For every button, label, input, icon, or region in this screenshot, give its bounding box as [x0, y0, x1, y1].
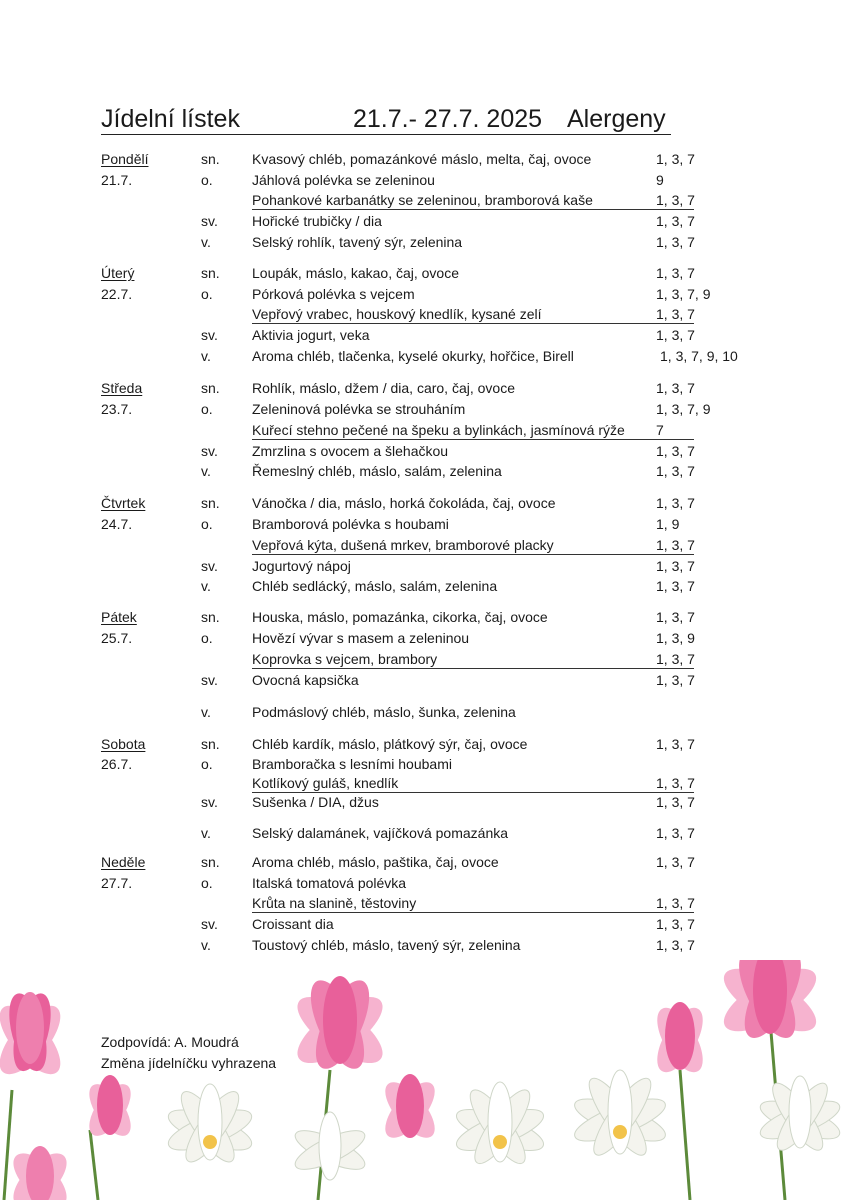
dish-name: Bramborová polévka s houbami — [252, 516, 449, 532]
menu-row — [0, 514, 848, 534]
white-lily-1 — [164, 1084, 256, 1169]
dish-name: Kotlíkový guláš, knedlík — [252, 775, 399, 791]
menu-row — [0, 576, 848, 596]
menu-title-bar — [101, 104, 671, 135]
menu-row — [0, 170, 848, 190]
pink-lotus-center — [288, 973, 393, 1076]
allergen-codes: 1, 3, 7 — [656, 495, 695, 511]
day-date: 23.7. — [101, 401, 133, 417]
allergen-codes: 1, 3, 7 — [656, 463, 695, 479]
pink-lotus-left — [0, 989, 71, 1083]
dish-name: Ovocná kapsička — [252, 672, 359, 688]
meal-type: v. — [201, 825, 211, 841]
menu-row-main-course — [0, 304, 848, 324]
meal-type: sv. — [201, 794, 218, 810]
pink-lotus-mid — [377, 1074, 444, 1146]
allergen-codes: 1, 3, 7, 9 — [656, 286, 711, 302]
allergen-codes: 1, 3, 7 — [656, 537, 695, 553]
stem — [90, 1130, 98, 1200]
menu-row — [0, 263, 848, 283]
dish-name: Aktivia jogurt, veka — [252, 327, 370, 343]
allergen-codes: 1, 3, 7 — [656, 609, 695, 625]
white-lily-3 — [570, 1070, 670, 1162]
dish-name: Houska, máslo, pomazánka, cikorka, čaj, ovoce — [252, 609, 548, 625]
menu-row — [0, 852, 848, 872]
dish-name: Selský rohlík, tavený sýr, zelenina — [252, 234, 463, 250]
main-course-underline — [252, 209, 694, 210]
day-name: Pondělí — [101, 151, 149, 167]
main-course-underline — [252, 554, 694, 555]
dish-name: Croissant dia — [252, 916, 334, 932]
menu-row — [0, 556, 848, 576]
dish-name: Aroma chléb, tlačenka, kyselé okurky, hořčice, Birell — [252, 348, 574, 364]
allergen-codes: 1, 3, 7 — [656, 213, 695, 229]
lotus-flowers-decoration — [0, 960, 848, 1200]
allergen-codes: 1, 9 — [656, 516, 680, 532]
white-lily-2 — [452, 1082, 548, 1170]
dish-name: Zeleninová polévka se strouháním — [252, 401, 466, 417]
pink-lotus-right — [715, 960, 825, 1046]
dish-name: Koprovka s vejcem, brambory — [252, 651, 438, 667]
day-name: Sobota — [101, 736, 146, 752]
dish-name: Aroma chléb, máslo, paštika, čaj, ovoce — [252, 854, 499, 870]
menu-row — [0, 702, 848, 722]
allergen-codes: 1, 3, 7 — [656, 794, 695, 810]
day-name: Neděle — [101, 854, 146, 870]
dish-name: Podmáslový chléb, máslo, šunka, zelenina — [252, 704, 516, 720]
menu-title: Jídelní lístek — [101, 105, 240, 133]
dish-name: Krůta na slanině, těstoviny — [252, 895, 417, 911]
main-course-underline — [252, 439, 694, 440]
white-lily-4 — [756, 1076, 844, 1156]
allergen-codes: 1, 3, 7 — [656, 306, 695, 322]
white-lily-5 — [290, 1112, 369, 1180]
dish-name: Selský dalamánek, vajíčková pomazánka — [252, 825, 509, 841]
allergen-codes: 1, 3, 9 — [656, 630, 695, 646]
dish-name: Pohankové karbanátky se zeleninou, bramborová kaše — [252, 192, 593, 208]
meal-type: sn. — [201, 854, 220, 870]
menu-row — [0, 232, 848, 252]
menu-row — [0, 914, 848, 934]
dish-name: Loupák, máslo, kakao, čaj, ovoce — [252, 265, 460, 281]
day-name: Úterý — [101, 265, 135, 281]
menu-row — [0, 935, 848, 955]
allergen-codes: 1, 3, 7 — [656, 775, 695, 791]
menu-dates: 21.7.- 27.7. 2025 — [353, 105, 543, 133]
menu-row — [0, 873, 848, 893]
meal-type: o. — [201, 516, 213, 532]
meal-type: o. — [201, 756, 213, 772]
meal-type: sv. — [201, 327, 218, 343]
allergen-codes: 1, 3, 7 — [656, 380, 695, 396]
meal-type: sn. — [201, 495, 220, 511]
main-course-underline — [252, 668, 694, 669]
menu-row — [0, 461, 848, 481]
allergen-codes: 1, 3, 7, 9, 10 — [660, 348, 738, 364]
allergen-codes: 1, 3, 7 — [656, 895, 695, 911]
menu-row — [0, 378, 848, 398]
meal-type: sv. — [201, 672, 218, 688]
pink-lotus-bud — [648, 1001, 712, 1079]
allergen-codes: 1, 3, 7 — [656, 937, 695, 953]
dish-name: Toustový chléb, máslo, tavený sýr, zelenina — [252, 937, 521, 953]
dish-name: Kuřecí stehno pečené na špeku a bylinkách, jasmínová rýže — [252, 422, 625, 438]
meal-type: v. — [201, 937, 211, 953]
meal-type: sv. — [201, 558, 218, 574]
dish-name: Pórková polévka s vejcem — [252, 286, 415, 302]
allergen-codes: 1, 3, 7 — [656, 265, 695, 281]
menu-row — [0, 628, 848, 648]
menu-row-main-course — [0, 420, 848, 440]
stem — [680, 1070, 690, 1200]
meal-type: o. — [201, 401, 213, 417]
menu-row — [0, 284, 848, 304]
dish-name: Chléb sedlácký, máslo, salám, zelenina — [252, 578, 498, 594]
meal-type: o. — [201, 286, 213, 302]
menu-row-main-course — [0, 649, 848, 669]
meal-type: sn. — [201, 151, 220, 167]
meal-type: sn. — [201, 736, 220, 752]
dish-name: Hořické trubičky / dia — [252, 213, 382, 229]
meal-type: sv. — [201, 213, 218, 229]
menu-row — [0, 670, 848, 690]
dish-name: Jáhlová polévka se zeleninou — [252, 172, 435, 188]
dish-name: Kvasový chléb, pomazánkové máslo, melta, čaj, ovoce — [252, 151, 592, 167]
meal-type: sn. — [201, 265, 220, 281]
allergen-codes: 1, 3, 7 — [656, 672, 695, 688]
menu-row-main-course — [0, 893, 848, 913]
dish-name: Řemeslný chléb, máslo, salám, zelenina — [252, 463, 502, 479]
menu-row — [0, 792, 848, 812]
menu-row — [0, 399, 848, 419]
meal-type: v. — [201, 234, 211, 250]
allergen-codes: 1, 3, 7 — [656, 854, 695, 870]
meal-type: o. — [201, 875, 213, 891]
menu-row — [0, 734, 848, 754]
menu-row — [0, 441, 848, 461]
meal-type: sn. — [201, 609, 220, 625]
dish-name: Zmrzlina s ovocem a šlehačkou — [252, 443, 449, 459]
allergen-codes: 1, 3, 7 — [656, 151, 695, 167]
meal-type: v. — [201, 704, 211, 720]
day-name: Pátek — [101, 609, 137, 625]
allergen-codes: 1, 3, 7 — [656, 558, 695, 574]
dish-name: Hovězí vývar s masem a zeleninou — [252, 630, 470, 646]
meal-type: o. — [201, 172, 213, 188]
menu-row — [0, 149, 848, 169]
allergens-heading: Alergeny — [567, 105, 666, 133]
footer-responsible: Zodpovídá: A. Moudrá — [101, 1034, 239, 1050]
menu-row — [0, 607, 848, 627]
dish-name: Chléb kardík, máslo, plátkový sýr, čaj, ovoce — [252, 736, 528, 752]
footer-note: Změna jídelníčku vyhrazena — [101, 1055, 277, 1071]
allergen-codes: 1, 3, 7 — [656, 192, 695, 208]
allergen-codes: 1, 3, 7 — [656, 327, 695, 343]
allergen-codes: 1, 3, 7 — [656, 651, 695, 667]
day-date: 27.7. — [101, 875, 133, 891]
menu-row — [0, 754, 848, 774]
allergen-codes: 1, 3, 7 — [656, 736, 695, 752]
menu-row — [0, 325, 848, 345]
meal-type: v. — [201, 463, 211, 479]
menu-row-main-course — [0, 535, 848, 555]
day-date: 25.7. — [101, 630, 133, 646]
meal-type: v. — [201, 348, 211, 364]
day-date: 22.7. — [101, 286, 133, 302]
dish-name: Vánočka / dia, máslo, horká čokoláda, čaj, ovoce — [252, 495, 556, 511]
menu-row — [0, 346, 848, 366]
meal-type: sv. — [201, 443, 218, 459]
main-course-underline — [252, 912, 694, 913]
menu-row — [0, 211, 848, 231]
allergen-codes: 1, 3, 7, 9 — [656, 401, 711, 417]
main-course-underline — [252, 323, 694, 324]
dish-name: Italská tomatová polévka — [252, 875, 407, 891]
allergen-codes: 1, 3, 7 — [656, 916, 695, 932]
day-name: Čtvrtek — [101, 495, 146, 511]
allergen-codes: 9 — [656, 172, 664, 188]
dish-name: Jogurtový nápoj — [252, 558, 351, 574]
allergen-codes: 1, 3, 7 — [656, 234, 695, 250]
stem — [4, 1090, 12, 1200]
dish-name: Sušenka / DIA, džus — [252, 794, 379, 810]
meal-type: sv. — [201, 916, 218, 932]
allergen-codes: 1, 3, 7 — [656, 825, 695, 841]
day-name: Středa — [101, 380, 143, 396]
dish-name: Vepřová kýta, dušená mrkev, bramborové placky — [252, 537, 554, 553]
allergen-codes: 7 — [656, 422, 664, 438]
meal-type: o. — [201, 630, 213, 646]
dish-name: Vepřový vrabec, houskový knedlík, kysané zelí — [252, 306, 542, 322]
allergen-codes: 1, 3, 7 — [656, 443, 695, 459]
pink-lotus-bottom — [5, 1145, 76, 1200]
menu-row — [0, 823, 848, 843]
day-date: 21.7. — [101, 172, 133, 188]
allergen-codes: 1, 3, 7 — [656, 578, 695, 594]
dish-name: Rohlík, máslo, džem / dia, caro, čaj, ovoce — [252, 380, 515, 396]
menu-row-main-course — [0, 773, 848, 793]
day-date: 26.7. — [101, 756, 133, 772]
menu-row — [0, 493, 848, 513]
day-date: 24.7. — [101, 516, 133, 532]
meal-type: sn. — [201, 380, 220, 396]
menu-row-main-course — [0, 190, 848, 210]
dish-name: Bramboračka s lesními houbami — [252, 756, 452, 772]
meal-type: v. — [201, 578, 211, 594]
